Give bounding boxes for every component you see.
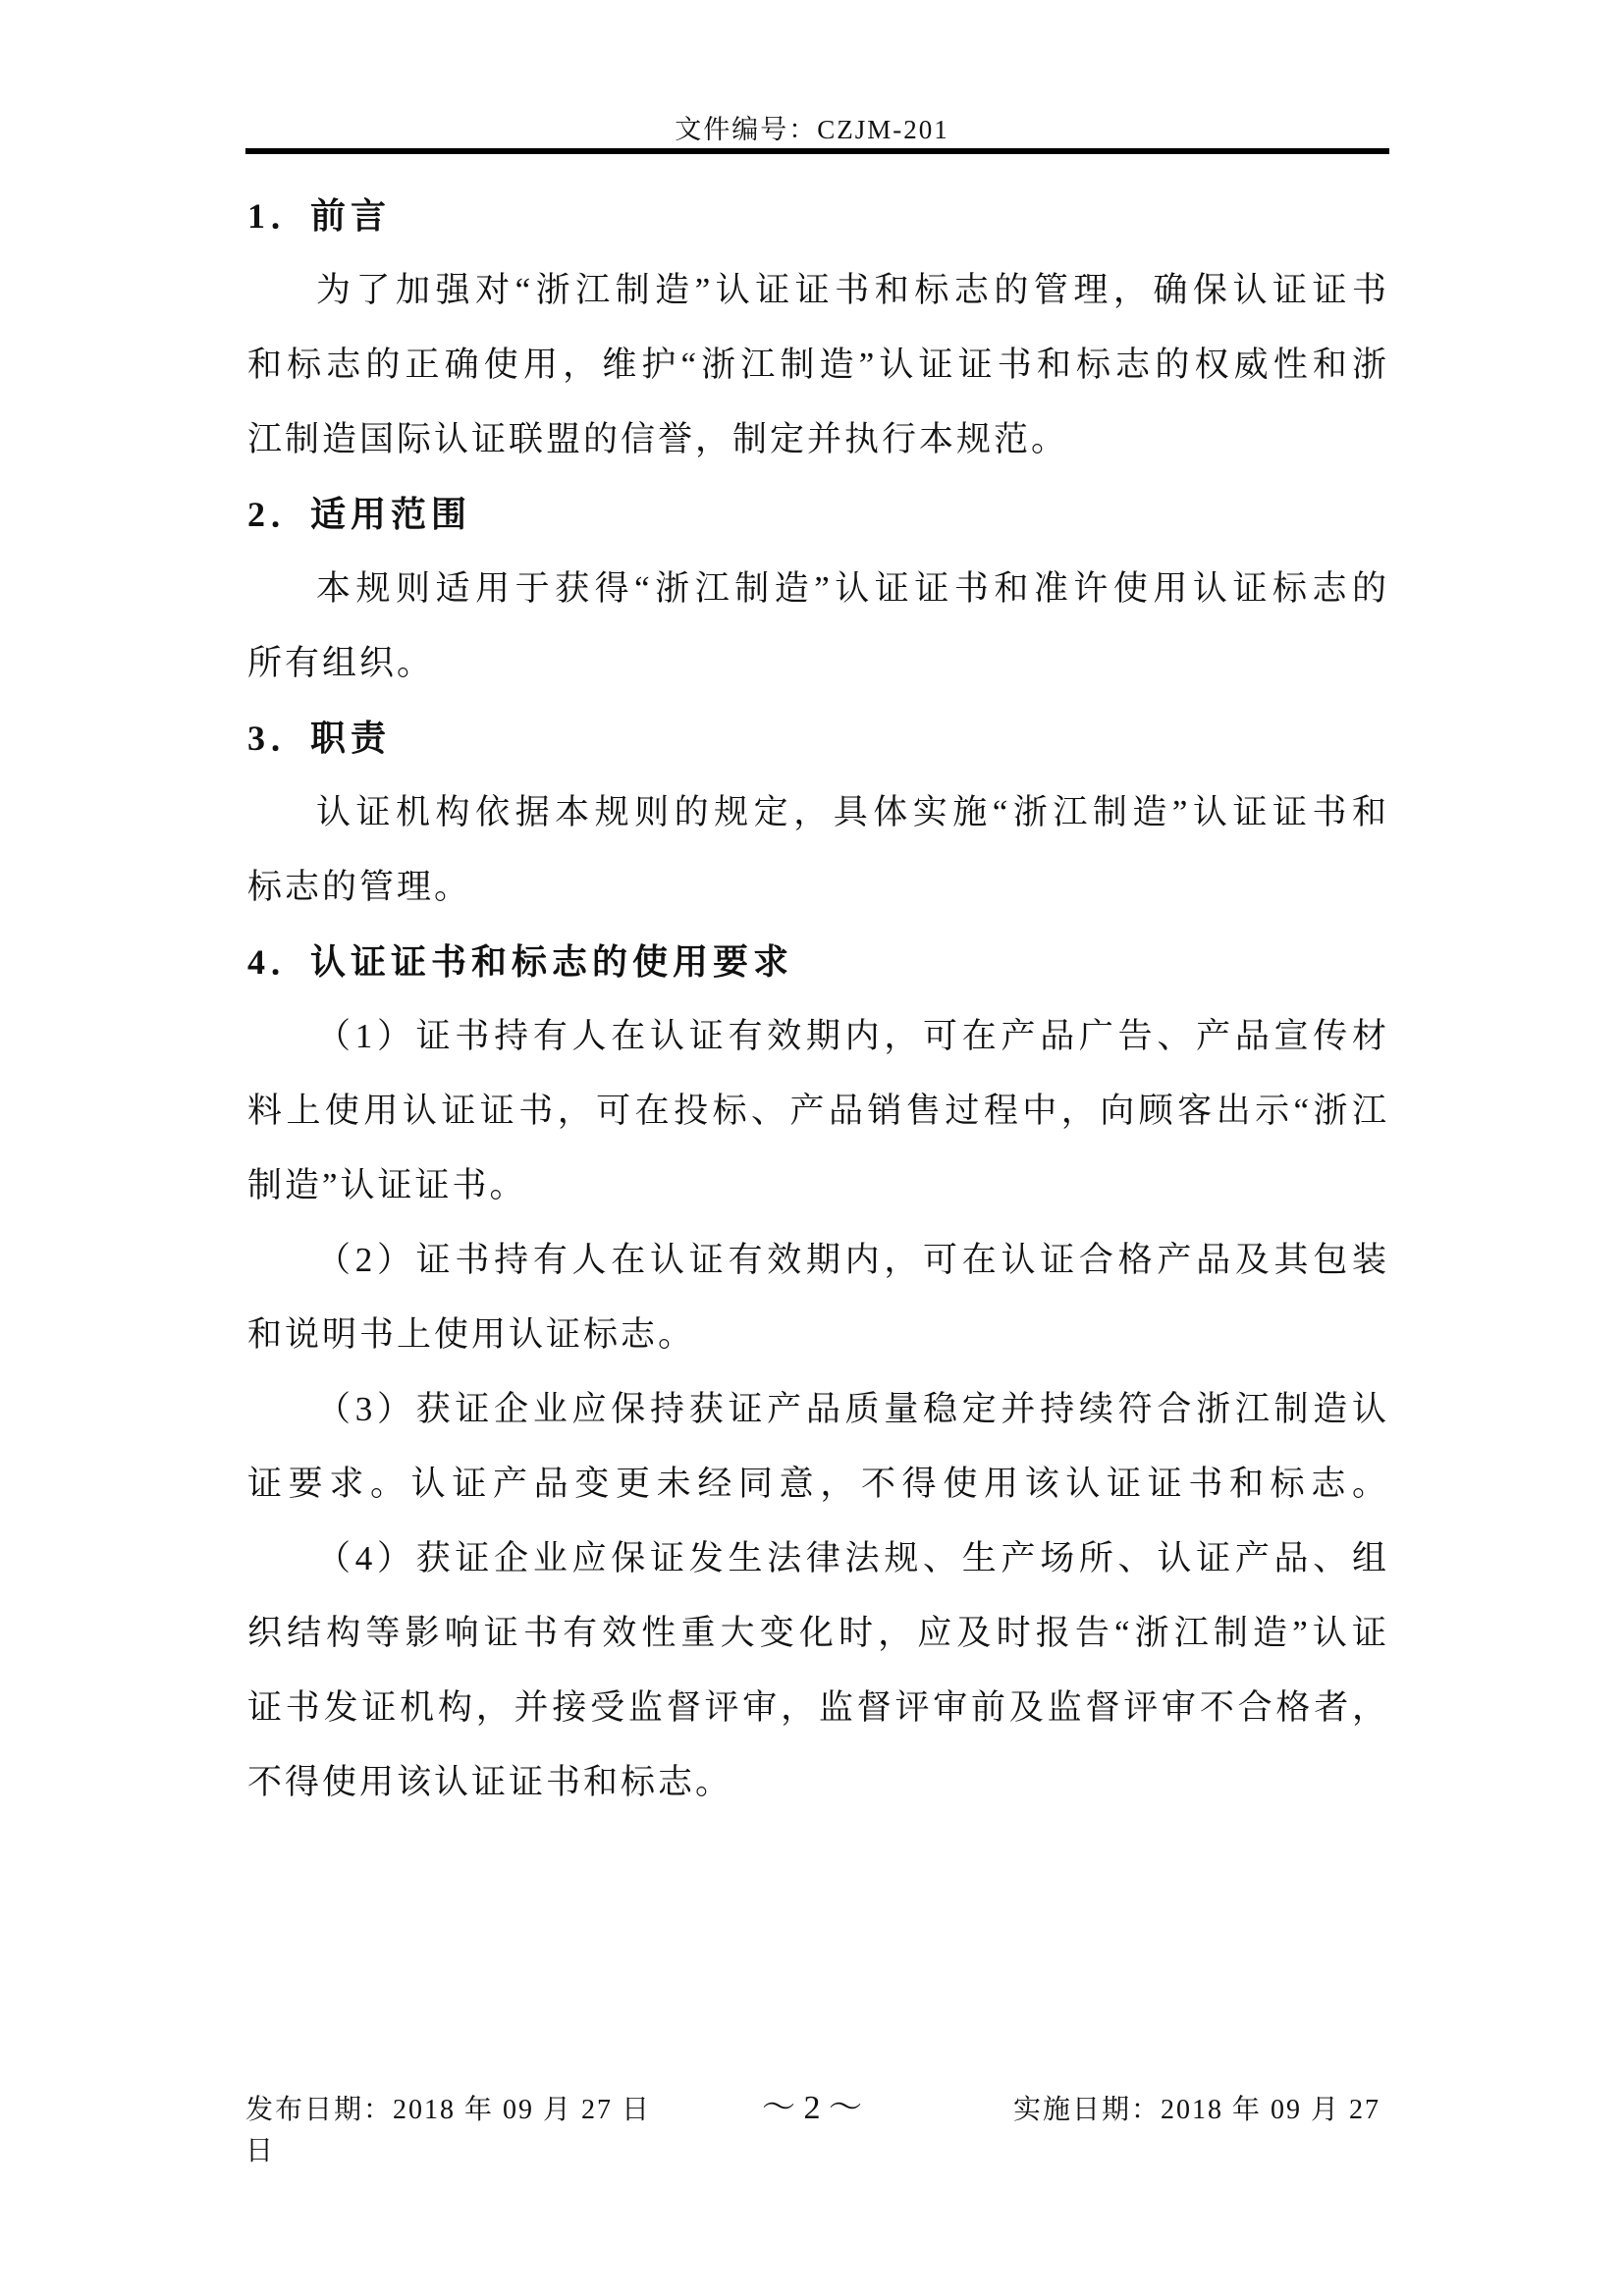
- footer-implement-date: 实施日期：2018 年 09 月 27: [1013, 2095, 1381, 2125]
- paragraph-line: （4）获证企业应保证发生法律法规、生产场所、认证产品、组: [316, 1539, 1389, 1577]
- paragraph-line: 江制造国际认证联盟的信誉，制定并执行本规范。: [247, 420, 1069, 458]
- section-4-heading: 4．认证证书和标志的使用要求: [247, 942, 794, 982]
- paragraph-line: 和标志的正确使用，维护“浙江制造”认证证书和标志的权威性和浙: [247, 346, 1389, 384]
- paragraph-line: 认证机构依据本规则的规定，具体实施“浙江制造”认证证书和: [316, 793, 1389, 831]
- paragraph-line: 为了加强对“浙江制造”认证证书和标志的管理，确保认证证书: [316, 271, 1389, 309]
- footer-issue-date: 发布日期：2018 年 09 月 27 日: [245, 2095, 652, 2125]
- paragraph-line: 证要求。认证产品变更未经同意，不得使用该认证证书和标志。: [247, 1465, 1389, 1503]
- paragraph-line: 料上使用认证证书，可在投标、产品销售过程中，向顾客出示“浙江: [247, 1092, 1389, 1130]
- paragraph-line: （3）获证企业应保持获证产品质量稳定并持续符合浙江制造认: [316, 1390, 1389, 1428]
- paragraph-line: （2）证书持有人在认证有效期内，可在认证合格产品及其包装: [316, 1241, 1389, 1279]
- paragraph-line: 制造”认证证书。: [247, 1166, 527, 1204]
- section-3-heading: 3．职责: [247, 719, 392, 758]
- section-1-heading: 1．前言: [247, 196, 392, 236]
- document-header: [0, 108, 1624, 146]
- paragraph-line: 标志的管理。: [247, 868, 472, 906]
- paragraph-line: 所有组织。: [247, 644, 435, 682]
- document-body: [247, 179, 1389, 1820]
- footer-implement-date-overflow: 日: [245, 2136, 276, 2166]
- paragraph-line: 本规则适用于获得“浙江制造”认证证书和准许使用认证标志的: [316, 569, 1389, 608]
- paragraph-line: 不得使用该认证证书和标志。: [247, 1763, 733, 1801]
- paragraph-line: （1）证书持有人在认证有效期内，可在产品广告、产品宣传材: [316, 1017, 1389, 1055]
- footer-page-number: ～ 2 ～: [762, 2090, 862, 2126]
- paragraph-line: 和说明书上使用认证标志。: [247, 1315, 696, 1354]
- section-2-heading: 2．适用范围: [247, 495, 472, 534]
- paragraph-line: 证书发证机构，并接受监督评审，监督评审前及监督评审不合格者，: [247, 1688, 1389, 1727]
- header-rule: [245, 148, 1389, 154]
- paragraph-line: 织结构等影响证书有效性重大变化时，应及时报告“浙江制造”认证: [247, 1614, 1389, 1652]
- doc-number-label: 文件编号：CZJM-201: [675, 115, 949, 144]
